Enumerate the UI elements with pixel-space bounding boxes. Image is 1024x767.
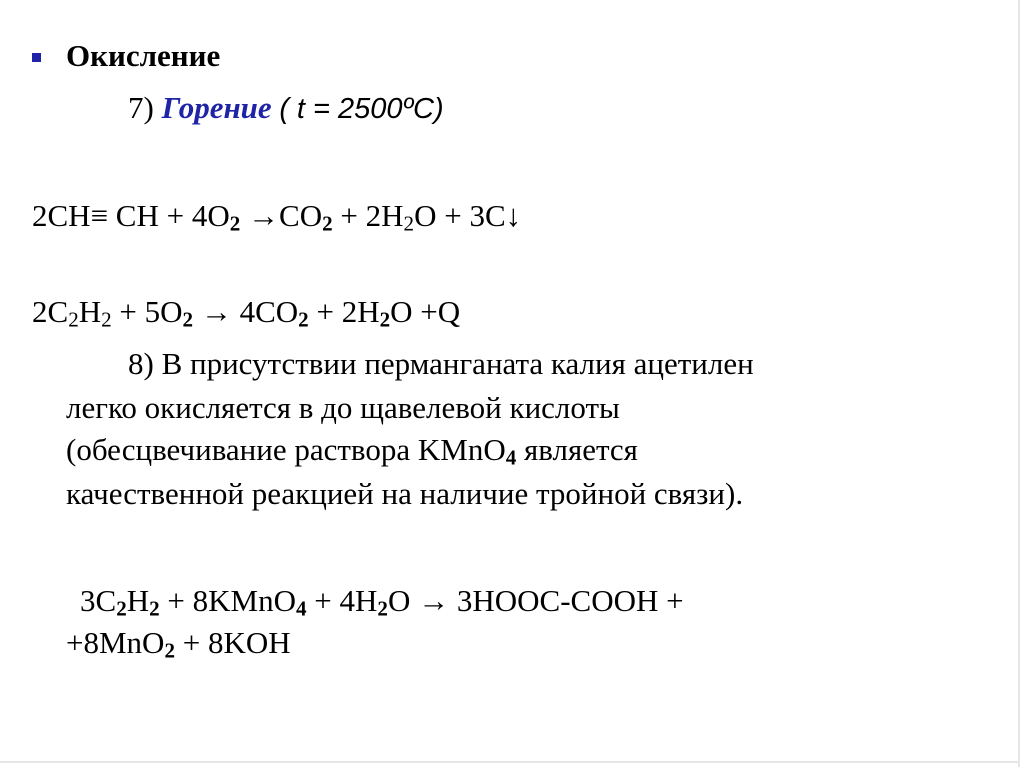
step7-line: [128, 90, 444, 127]
equation-1: [32, 198, 521, 234]
equation-2-part: 2C: [32, 294, 69, 329]
equation-2-subscript: 2: [182, 307, 194, 332]
equation-2-part: + 2H: [308, 294, 380, 329]
equation-2-subscript: 2: [379, 307, 391, 332]
equation-3-part: + 8KOH: [174, 625, 291, 660]
equation-3-subscript: 2: [164, 638, 175, 663]
step7-name: Горение: [161, 90, 272, 125]
equation-3-part: + 8KMnO: [159, 583, 296, 618]
step8-line-2: легко окисляется в до щавелевой кислоты: [66, 390, 620, 425]
step7-condition-open: (: [279, 93, 290, 125]
equation-2-part: H: [78, 294, 102, 329]
equation-3-part: 3C: [80, 583, 117, 618]
equation-1-subscript: 2: [229, 211, 241, 236]
equation-2: [32, 294, 460, 330]
equation-2-subscript: 2: [101, 307, 112, 332]
step8-line-4: качественной реакцией на наличие тройной связи).: [66, 476, 744, 511]
equation-3-part: O → 3HOOC-COOH +: [387, 583, 684, 618]
equation-3-subscript: 2: [377, 596, 388, 621]
equation-3-part: + 4H: [306, 583, 378, 618]
step7-condition-close: ): [434, 93, 444, 125]
equation-3-subscript: 2: [116, 596, 127, 621]
step8-line-3-part: (обесцвечивание раствора KMnO: [66, 432, 506, 467]
equation-3-line-2: [66, 625, 291, 661]
equation-2-subscript: 2: [68, 307, 79, 332]
step8-line-1: 8) В присутствии перманганата калия ацетилен: [128, 346, 754, 381]
equation-3-part: H: [126, 583, 150, 618]
equation-1-part: O + 3C↓: [414, 198, 522, 233]
slide-bottom-edge: [0, 761, 1020, 763]
equation-3-subscript: 4: [296, 596, 307, 621]
equation-3-part: +8MnO: [66, 625, 165, 660]
step7-condition: t = 2500ºC: [296, 93, 434, 125]
step8-line-3-part: является: [516, 432, 638, 467]
step7-number: 7): [128, 90, 154, 125]
equation-1-part: →CO: [240, 198, 323, 233]
slide-heading: Окисление: [66, 38, 221, 73]
equation-2-part: O +Q: [390, 294, 461, 329]
equation-1-part: + 2H: [332, 198, 404, 233]
equation-1-subscript: 2: [322, 211, 333, 236]
equation-2-part: + 5O: [111, 294, 183, 329]
bullet-square-icon: [32, 53, 41, 62]
equation-2-subscript: 2: [298, 307, 309, 332]
slide-right-edge: [1018, 0, 1020, 767]
equation-3-subscript: 2: [149, 596, 160, 621]
equation-1-subscript: 2: [403, 211, 415, 236]
step8-line-3: [66, 432, 638, 468]
equation-2-part: → 4CO: [193, 294, 299, 329]
equation-3-line-1: [80, 583, 684, 619]
step8-line-3-subscript: 4: [505, 445, 517, 470]
equation-1-part: 2CH≡ CH + 4O: [32, 198, 230, 233]
